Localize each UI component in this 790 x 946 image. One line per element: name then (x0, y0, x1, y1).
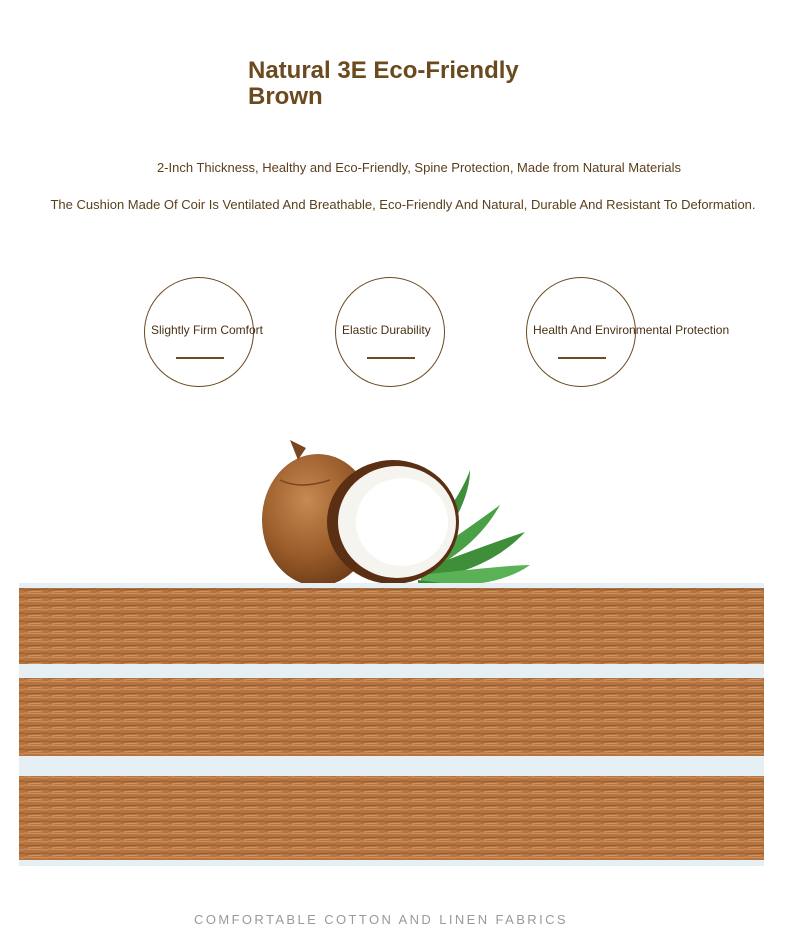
page-title (248, 58, 519, 110)
coir-mattress-layers (19, 583, 764, 866)
coconut-half-icon (327, 460, 459, 584)
feature-label: Health And Environmental Protection (533, 323, 730, 337)
subtitle: 2-Inch Thickness, Healthy and Eco-Friendly, Spine Protection, Made from Natural Materials (156, 160, 682, 175)
product-image (0, 420, 790, 880)
title-line-2: Brown (248, 83, 323, 110)
feature-badge-environment (526, 277, 730, 387)
title-line-1: Natural 3E Eco-Friendly (248, 57, 519, 84)
divider (558, 357, 606, 359)
divider (176, 357, 224, 359)
feature-label: Elastic Durability (342, 323, 431, 337)
description: The Cushion Made Of Coir Is Ventilated And Breathable, Eco-Friendly And Natural, Durable And Resistant To Deformation. (50, 197, 756, 212)
footer-caption: COMFORTABLE COTTON AND LINEN FABRICS (194, 912, 568, 927)
feature-badge-durability (335, 277, 445, 387)
feature-label: Slightly Firm Comfort (151, 323, 264, 337)
feature-badge-comfort (144, 277, 264, 387)
divider (367, 357, 415, 359)
